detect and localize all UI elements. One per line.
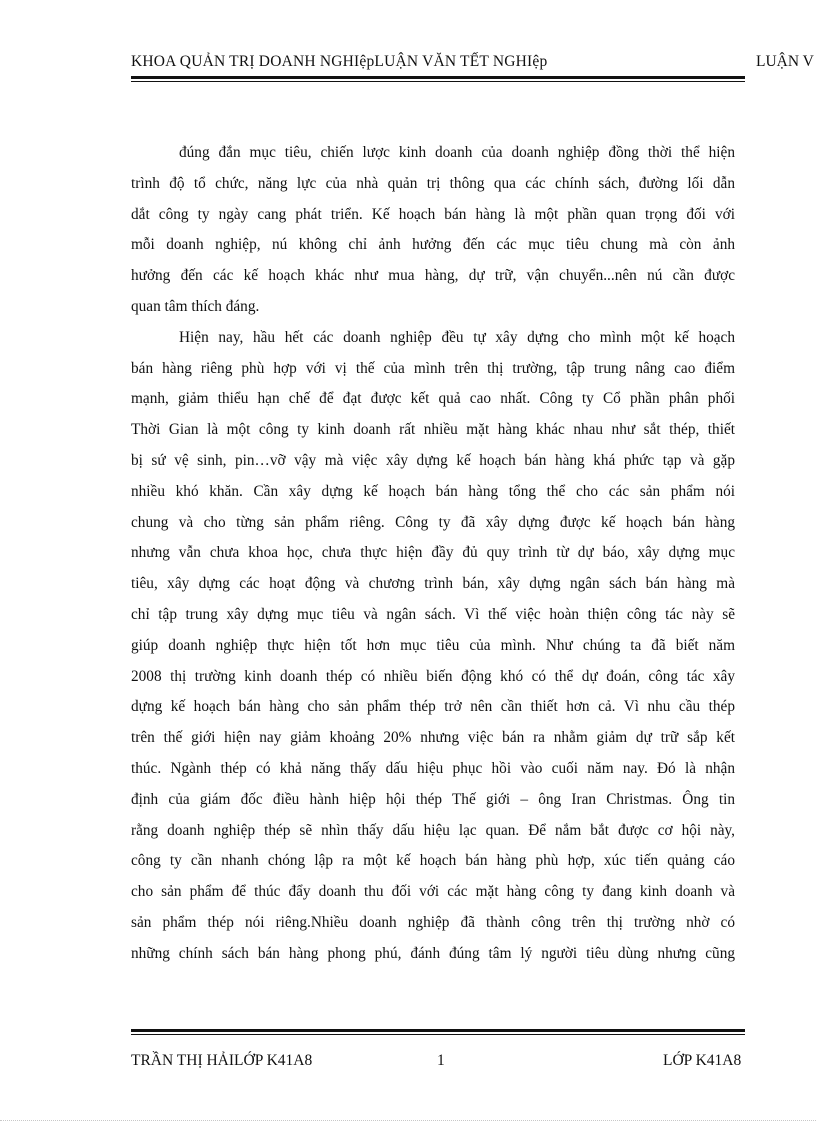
body-line: hưởng đến các kế hoạch khác như mua hàng, dự trữ, vận chuyển...nên nú cần được: [131, 267, 735, 285]
footer-class: LỚP K41A8: [663, 1052, 742, 1069]
body-line: thúc. Ngành thép có khả năng thấy dấu hiệu phục hồi vào cuối năm nay. Đó là nhận: [131, 759, 735, 777]
body-line: tiêu, xây dựng các hoạt động và chương trình bán, xây dựng ngân sách bán hàng mà: [131, 575, 735, 593]
body-line: nhưng vẫn chưa khoa học, chưa thực hiện đầy đủ quy trình từ dự báo, xây dựng mục: [131, 544, 735, 562]
body-line: bị sứ vệ sinh, pin…vỡ vậy mà việc xây dựng kế hoạch bán hàng khá phức tạp và gặp: [131, 451, 735, 469]
body-line: quan tâm thích đáng.: [131, 297, 260, 315]
body-line: chung và cho từng sản phẩm riêng. Công ty đã xây dựng được kế hoạch bán hàng: [131, 513, 735, 531]
body-line: trên thế giới hiện nay giảm khoảng 20% nhưng việc bán ra nhằm giảm dự trữ sắp kết: [131, 729, 735, 747]
body-line: 2008 thị trường kinh doanh thép có nhiều biến động khó có thể dự đoán, công tác xây: [131, 667, 735, 685]
body-line: công ty cần nhanh chóng lập ra một kế hoạch bán hàng phù hợp, xúc tiến quảng cáo: [131, 852, 735, 870]
body-line: bán hàng riêng phù hợp với vị thế của mình trên thị trường, tập trung nâng cao điểm: [131, 359, 735, 377]
body-line: mạnh, giảm thiểu hạn chế để đạt được kết quả cao nhất. Công ty Cổ phần phân phối: [131, 390, 735, 408]
header-rule-thin: [131, 81, 745, 82]
body-text: [131, 138, 735, 970]
body-line: trình độ tổ chức, năng lực của nhà quản trị thông qua các chính sách, đường lối dẫn: [131, 174, 735, 192]
body-line: Thời Gian là một công ty kinh doanh rất nhiều mặt hàng khác nhau như sắt thép, thiết: [131, 421, 735, 439]
body-line: những chính sách bán hàng phong phú, đánh đúng tâm lý người tiêu dùng nhưng cũng: [131, 944, 735, 962]
body-line: đúng đắn mục tiêu, chiến lược kinh doanh của doanh nghiệp đồng thời thể hiện: [179, 144, 735, 161]
page-number: 1: [437, 1052, 445, 1069]
body-line: rằng doanh nghiệp thép sẽ nhìn thấy dấu hiệu lạc quan. Để nắm bắt được cơ hội này,: [131, 821, 735, 839]
body-line: giúp doanh nghiệp thực hiện tốt hơn mục tiêu của mình. Như chúng ta đã biết năm: [131, 636, 735, 654]
body-line: dựng kế hoạch bán hàng cho sản phẩm thép trở nên cần thiết hơn cả. Vì nhu cầu thép: [131, 698, 735, 716]
body-line: dắt công ty ngày cang phát triển. Kế hoạch bán hàng là một phần quan trọng đối với: [131, 205, 735, 223]
header-title: KHOA QUẢN TRỊ DOANH NGHIệpLUẬN VĂN TẾT NGHIệp: [131, 53, 548, 70]
footer-rule-thick: [131, 1029, 745, 1032]
body-line: mỗi doanh nghiệp, nú không chỉ ảnh hưởng đến các mục tiêu chung mà còn ảnh: [131, 236, 735, 254]
footer-author: TRẦN THỊ HẢILỚP K41A8: [131, 1052, 313, 1069]
body-line: định của giám đốc điều hành hiệp hội thép Thế giới – ông Iran Christmas. Ông tin: [131, 790, 735, 808]
body-line: chỉ tập trung xây dựng mục tiêu và ngân sách. Vì thế việc hoàn thiện công tác này sẽ: [131, 605, 735, 623]
footer-rule-thin: [131, 1034, 745, 1035]
body-line: cho sản phẩm để thúc đẩy doanh thu đối với các mặt hàng công ty đang kinh doanh và: [131, 883, 735, 901]
header-right-text: LUẬN V: [756, 53, 814, 70]
page-edge-divider: [0, 1120, 816, 1121]
body-line: Hiện nay, hầu hết các doanh nghiệp đều tự xây dựng cho mình một kế hoạch: [179, 328, 735, 346]
header-rule-thick: [131, 76, 745, 79]
body-line: nhiều khó khăn. Cần xây dựng kế hoạch bán hàng tổng thể cho các sản phẩm nói: [131, 482, 735, 500]
body-line: sản phẩm thép nói riêng.Nhiều doanh nghiệp đã thành công trên thị trường nhờ có: [131, 913, 735, 931]
